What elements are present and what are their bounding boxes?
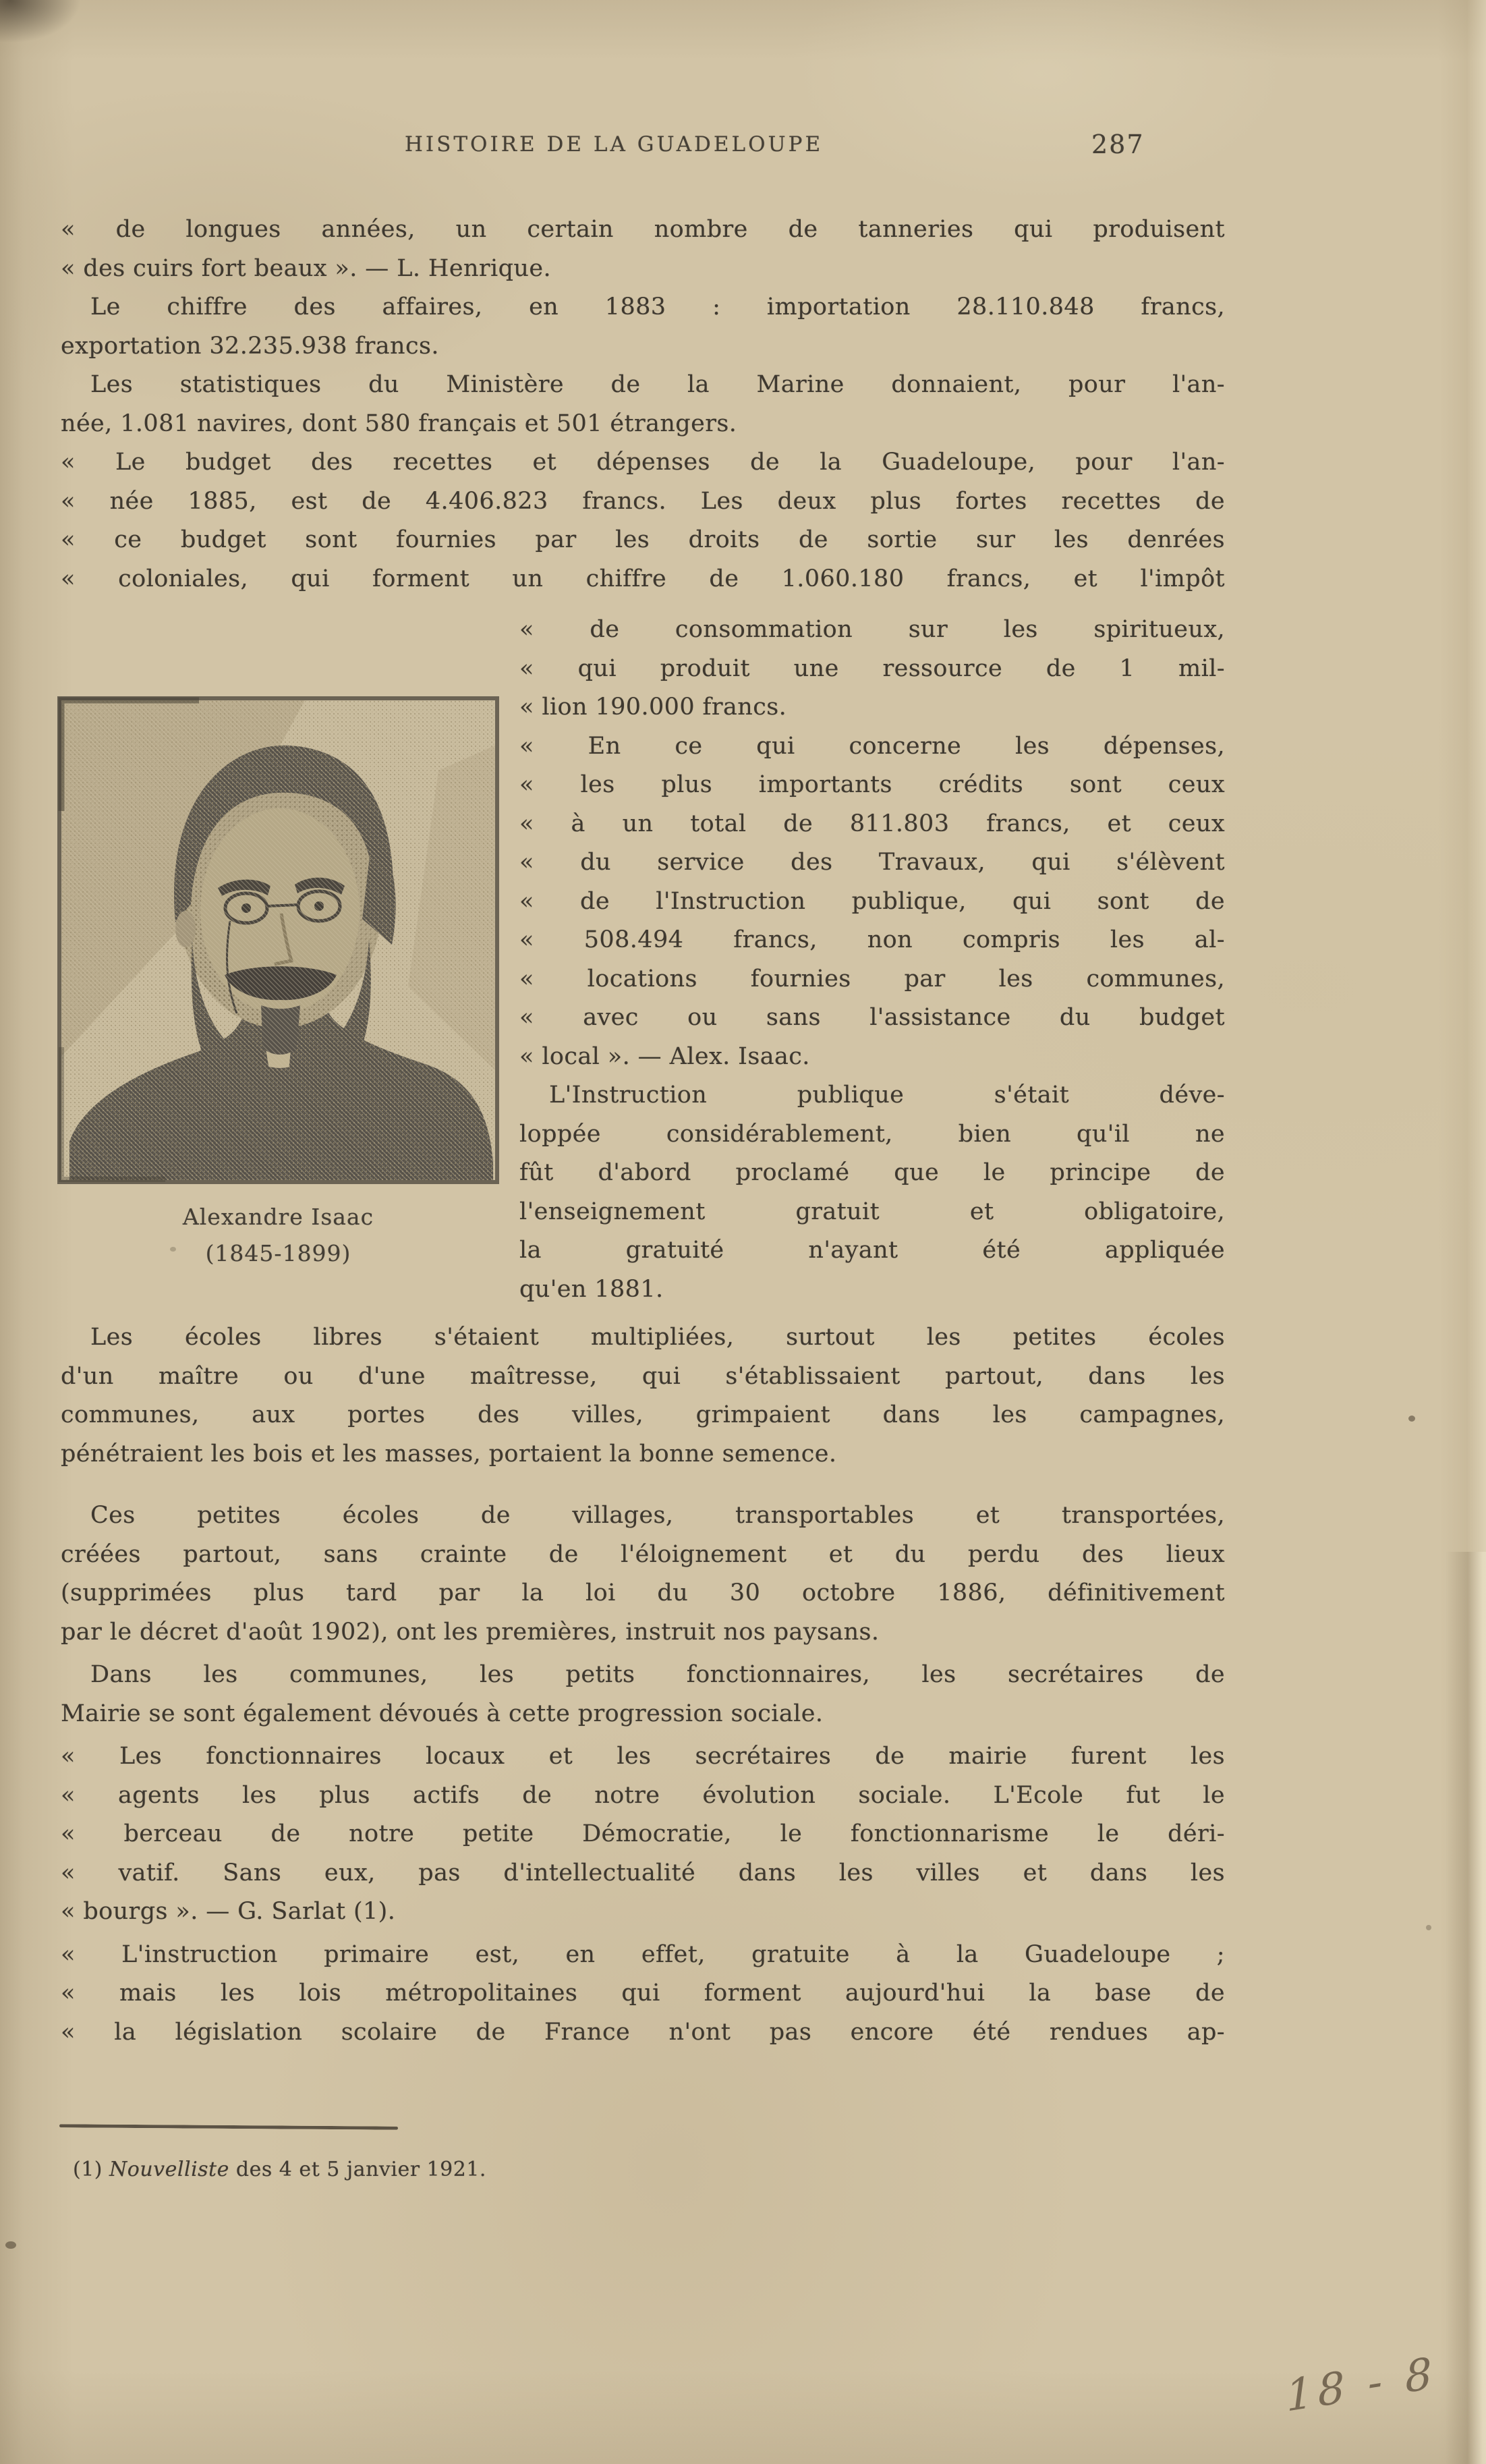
paragraph <box>519 611 1225 727</box>
text-line: « lion 190.000 francs. <box>519 694 787 721</box>
paragraph <box>61 1656 1225 1733</box>
text-line: Dans les communes, les petits fonctionnaires, les secrétaires de <box>90 1661 1225 1688</box>
text-line: « de consommation sur les spiritueux, <box>519 616 1225 643</box>
text-line: « En ce qui concerne les dépenses, <box>519 732 1225 760</box>
after-figure-text <box>61 1318 1225 2052</box>
text-line: « locations fournies par les communes, <box>519 965 1225 992</box>
text-line: « qui produit une ressource de 1 mil- <box>519 654 1225 682</box>
caption-dates: (1845-1899) <box>205 1240 351 1266</box>
footnote-text: des 4 et 5 janvier 1921. <box>235 2158 486 2181</box>
text-line: (supprimées plus tard par la loi du 30 octobre 1886, définitivement <box>61 1579 1225 1606</box>
footnote <box>73 2158 486 2181</box>
text-line: « à un total de 811.803 francs, et ceux <box>519 810 1225 837</box>
text-line: « L'instruction primaire est, en effet, gratuite à la Guadeloupe ; <box>61 1940 1225 1968</box>
text-line: « de longues années, un certain nombre de tanneries qui produisent <box>61 216 1225 243</box>
paragraph <box>61 443 1225 598</box>
caption-name: Alexandre Isaac <box>182 1204 374 1230</box>
text-line: « les plus importants crédits sont ceux <box>519 771 1225 798</box>
text-line: Les écoles libres s'étaient multipliées, surtout les petites écoles <box>90 1324 1225 1351</box>
text-line: créées partout, sans crainte de l'éloignement et du perdu des lieux <box>61 1540 1225 1568</box>
text-line: fût d'abord proclamé que le principe de <box>519 1159 1225 1186</box>
footnote-source: Nouvelliste <box>109 2158 229 2181</box>
text-line: Mairie se sont également dévoués à cette progression sociale. <box>61 1700 824 1727</box>
intro-text <box>61 211 1225 598</box>
beside-figure-column <box>519 611 1225 1309</box>
footnote-marker: (1) <box>73 2158 103 2181</box>
text-line: exportation 32.235.938 francs. <box>61 332 439 360</box>
text-line: par le décret d'août 1902), ont les premières, instruit nos paysans. <box>61 1618 880 1646</box>
text-line: « Le budget des recettes et dépenses de la Guadeloupe, pour l'an- <box>61 449 1225 476</box>
text-line: « bourgs ». — G. Sarlat (1). <box>61 1898 396 1925</box>
text-line: loppée considérablement, bien qu'il ne <box>519 1120 1225 1148</box>
text-line: « Les fonctionnaires locaux et les secrétaires de mairie furent les <box>61 1743 1225 1770</box>
text-line: « vatif. Sans eux, pas d'intellectualité dans les villes et dans les <box>61 1859 1225 1886</box>
paragraph <box>519 1076 1225 1309</box>
paragraph <box>61 366 1225 443</box>
portrait-image <box>57 696 499 1184</box>
page-number: 287 <box>1091 130 1145 159</box>
figure-caption <box>57 1199 499 1272</box>
text-line: communes, aux portes des villes, grimpaient dans les campagnes, <box>61 1401 1225 1428</box>
text-line: née, 1.081 navires, dont 580 français et 501 étrangers. <box>61 410 737 437</box>
page-header <box>0 132 1486 166</box>
text-line: « mais les lois métropolitaines qui forment aujourd'hui la base de <box>61 1980 1225 2007</box>
portrait-figure <box>57 696 499 1272</box>
paragraph <box>61 211 1225 288</box>
text-line: pénétraient les bois et les masses, portaient la bonne semence. <box>61 1440 837 1467</box>
text-line: « berceau de notre petite Démocratie, le fonctionnarisme le déri- <box>61 1820 1225 1847</box>
footnote-rule <box>59 2124 398 2130</box>
text-line: « la législation scolaire de France n'ont pas encore été rendues ap- <box>61 2018 1225 2046</box>
text-line: L'Instruction publique s'était déve- <box>549 1082 1225 1109</box>
text-line: « avec ou sans l'assistance du budget <box>519 1004 1225 1031</box>
text-line: « 508.494 francs, non compris les al- <box>519 926 1225 953</box>
text-line: « de l'Instruction publique, qui sont de <box>519 887 1225 915</box>
paper-speck <box>170 1247 176 1252</box>
paragraph <box>61 1496 1225 1652</box>
handwritten-annotation: 18 - 8 <box>1284 2348 1439 2422</box>
text-line: l'enseignement gratuit et obligatoire, <box>519 1198 1225 1225</box>
paragraph <box>61 288 1225 366</box>
text-line: « des cuirs fort beaux ». — L. Henrique. <box>61 254 552 282</box>
paragraph <box>61 1318 1225 1474</box>
paragraph <box>61 1737 1225 1932</box>
running-title: HISTOIRE DE LA GUADELOUPE <box>404 132 824 157</box>
paragraph <box>61 1936 1225 2052</box>
text-line: « ce budget sont fournies par les droits de sortie sur les denrées <box>61 526 1225 553</box>
paragraph <box>519 727 1225 1077</box>
paper-speck <box>1408 1416 1415 1422</box>
page-curl-shadow <box>1446 1552 1486 2464</box>
text-line: la gratuité n'ayant été appliquée <box>519 1237 1225 1264</box>
text-line: qu'en 1881. <box>519 1275 664 1303</box>
text-line: « local ». — Alex. Isaac. <box>519 1042 810 1070</box>
text-line: « coloniales, qui forment un chiffre de 1.060.180 francs, et l'impôt <box>61 565 1225 592</box>
text-line: Les statistiques du Ministère de la Marine donnaient, pour l'an- <box>90 371 1225 398</box>
text-line: Ces petites écoles de villages, transportables et transportées, <box>90 1502 1225 1529</box>
text-line: « agents les plus actifs de notre évolution sociale. L'Ecole fut le <box>61 1781 1225 1809</box>
text-line: Le chiffre des affaires, en 1883 : importation 28.110.848 francs, <box>90 293 1225 320</box>
text-line: « née 1885, est de 4.406.823 francs. Les deux plus fortes recettes de <box>61 487 1225 515</box>
paper-speck <box>5 2241 16 2249</box>
paper-speck <box>1426 1925 1431 1930</box>
text-line: « du service des Travaux, qui s'élèvent <box>519 849 1225 876</box>
paper-corner-stain <box>0 0 81 43</box>
text-line: d'un maître ou d'une maîtresse, qui s'établissaient partout, dans les <box>61 1362 1225 1390</box>
